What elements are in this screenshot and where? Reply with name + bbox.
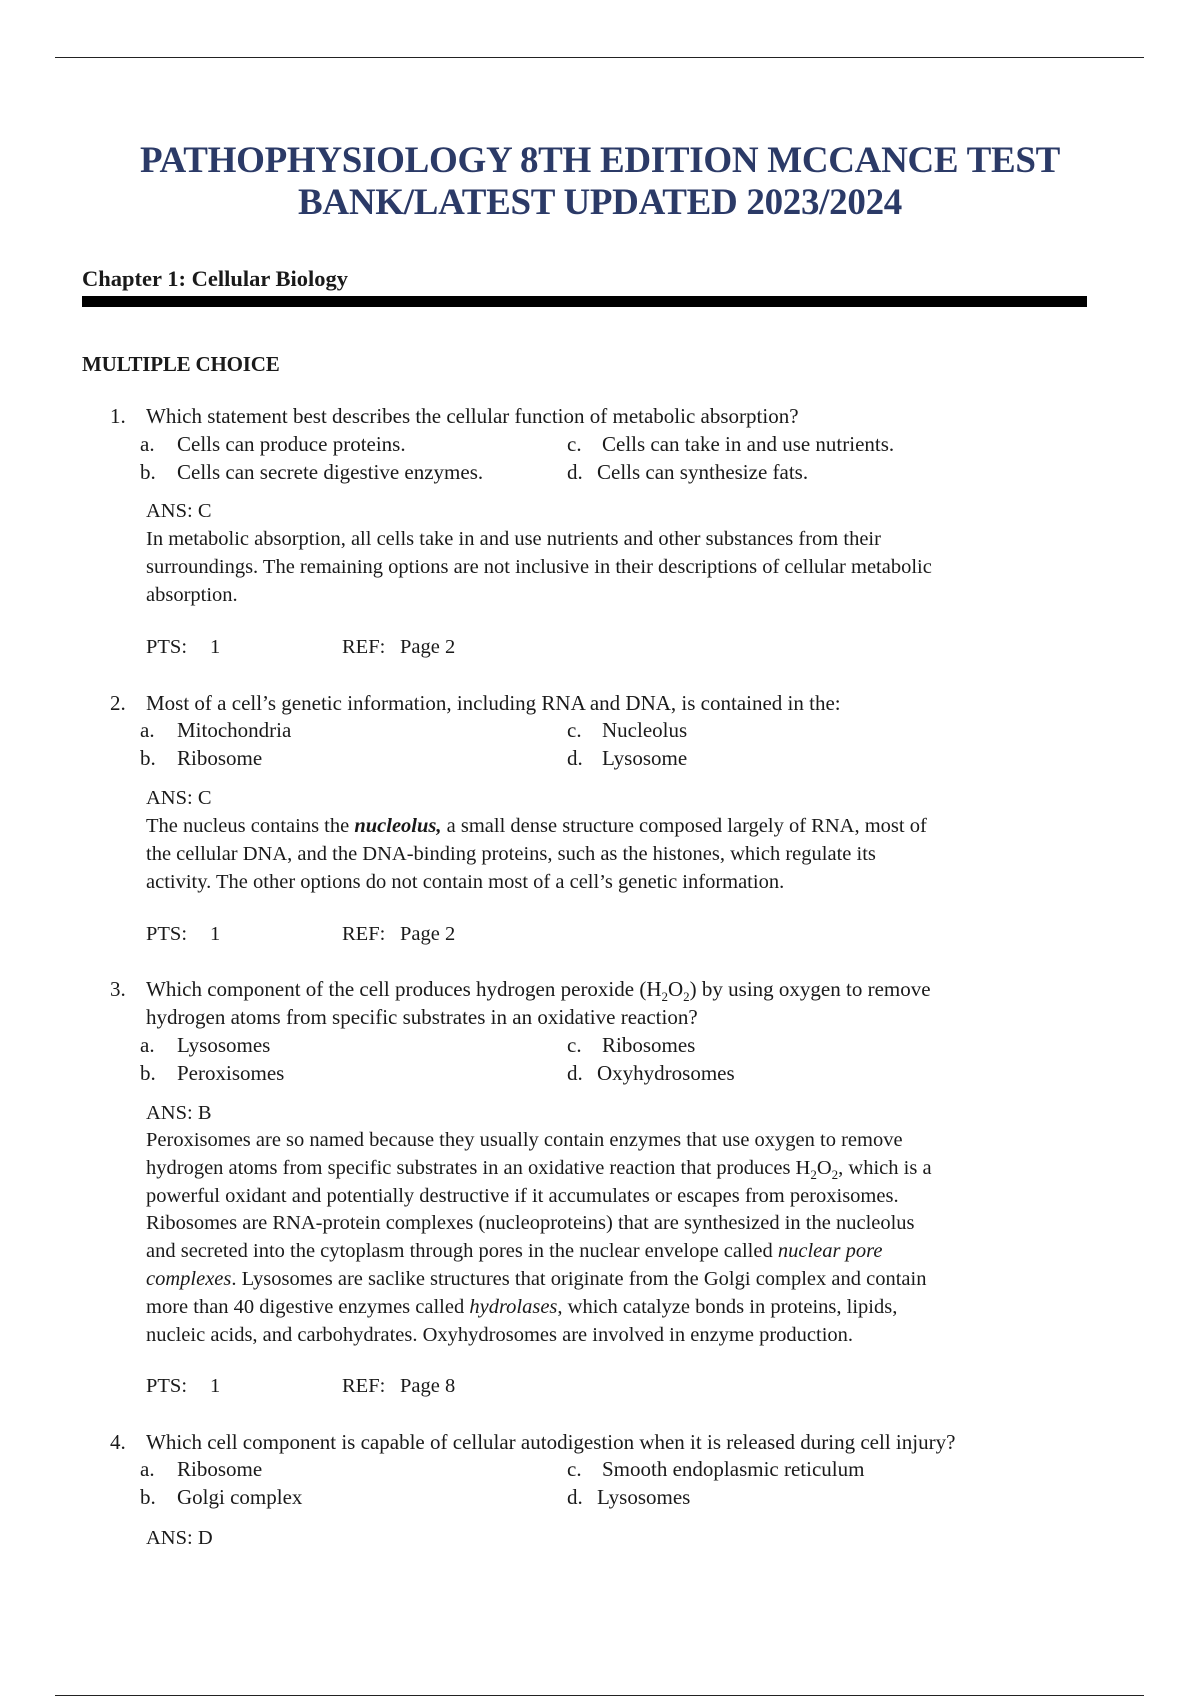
option-letter: c.: [567, 1032, 582, 1057]
answer: ANS: B: [146, 1102, 212, 1124]
chapter-divider: [82, 296, 1087, 307]
option-letter: a.: [140, 718, 155, 742]
option-text: Lysosomes: [597, 1485, 691, 1509]
answer: ANS: D: [146, 1527, 213, 1549]
explanation-line: the cellular DNA, and the DNA-binding proteins, such as the histones, which regulate its: [146, 842, 876, 865]
option-letter: c.: [567, 431, 582, 456]
question-stem: Which component of the cell produces hydrogen peroxide $(H_2O_2)$ by using oxygen to remove: [146, 977, 931, 1005]
explanation: [146, 813, 1086, 896]
explanation: [146, 526, 1086, 609]
explanation-line: activity. The other options do not contain most of a cell’s genetic information.: [146, 870, 785, 893]
explanation-line: powerful oxidant and potentially destructive if it accumulates or escapes from peroxisomes.: [146, 1184, 899, 1207]
explanation-line: surroundings. The remaining options are not inclusive in their descriptions of cellular metabolic: [146, 555, 932, 578]
points-label: PTS:: [146, 923, 188, 945]
option-letter: a.: [140, 1032, 155, 1057]
explanation-line: hydrogen atoms from specific substrates in an oxidative reaction that produces $H_2O_2$, which is a: [146, 1156, 932, 1182]
question-stem: Most of a cell’s genetic information, including RNA and DNA, is contained in the:: [146, 691, 841, 715]
explanation-line: and secreted into the cytoplasm through pores in the nuclear envelope called nuclear pore: [146, 1240, 883, 1263]
explanation-line: nucleic acids, and carbohydrates. Oxyhydrosomes are involved in enzyme production.: [146, 1323, 854, 1346]
option-letter: a.: [140, 1457, 155, 1481]
document-title: [80, 140, 1120, 224]
option-text: Oxyhydrosomes: [597, 1060, 735, 1085]
ref-value: Page 8: [400, 1375, 456, 1397]
option-letter: b.: [140, 1060, 156, 1085]
explanation-line: In metabolic absorption, all cells take in and use nutrients and other substances from their: [146, 528, 881, 550]
option-letter: b.: [140, 746, 156, 770]
answer: ANS: C: [146, 500, 212, 522]
option-text: Cells can secrete digestive enzymes.: [177, 459, 484, 484]
chapter-heading: Chapter 1: Cellular Biology: [82, 266, 349, 291]
option-letter: c.: [567, 1457, 582, 1481]
option-letter: b.: [140, 459, 156, 484]
ref-label: REF:: [342, 1375, 386, 1397]
points-value: 1: [210, 636, 221, 658]
explanation-line: absorption.: [146, 583, 238, 606]
option-text: Nucleolus: [602, 718, 688, 742]
explanation-line: Peroxisomes are so named because they usually contain enzymes that use oxygen to remove: [146, 1129, 903, 1151]
question-number: 1.: [110, 404, 126, 428]
points-value: 1: [210, 923, 221, 945]
top-rule: [55, 57, 1144, 58]
option-text: Cells can synthesize fats.: [597, 459, 809, 484]
question-number: 4.: [110, 1430, 126, 1454]
key-term: complexes: [146, 1267, 232, 1290]
answer: ANS: C: [146, 787, 212, 809]
explanation-line: The nucleus contains the nucleolus, a small dense structure composed largely of RNA, most of: [146, 815, 927, 837]
option-text: Lysosome: [602, 746, 688, 770]
option-letter: b.: [140, 1485, 156, 1509]
question-stem-line-2: hydrogen atoms from specific substrates in an oxidative reaction?: [146, 1005, 698, 1029]
option-text: Ribosome: [177, 746, 263, 770]
key-term: hydrolases: [469, 1295, 558, 1318]
question-4: [0, 1428, 1200, 1549]
title-line-2: BANK/LATEST UPDATED 2023/2024: [298, 182, 902, 223]
question-1: [0, 402, 1200, 658]
option-letter: d.: [567, 459, 583, 484]
option-text: Cells can produce proteins.: [177, 431, 406, 456]
title-line-1: PATHOPHYSIOLOGY 8TH EDITION MCCANCE TEST: [140, 140, 1060, 181]
question-number: 3.: [110, 977, 126, 1001]
question-3: [0, 975, 1200, 1397]
explanation-line: more than 40 digestive enzymes called hydrolases, which catalyze bonds in proteins, lipids,: [146, 1295, 898, 1318]
question-stem: Which cell component is capable of cellular autodigestion when it is released during cell injury?: [146, 1430, 956, 1454]
points-label: PTS:: [146, 1375, 188, 1397]
option-text: Golgi complex: [177, 1485, 303, 1509]
bottom-rule: [55, 1695, 1144, 1696]
question-stem: Which statement best describes the cellular function of metabolic absorption?: [146, 404, 799, 428]
question-2: [0, 689, 1200, 945]
option-text: Smooth endoplasmic reticulum: [602, 1457, 865, 1481]
ref-value: Page 2: [400, 636, 456, 658]
option-letter: d.: [567, 746, 583, 770]
key-term: nuclear pore: [777, 1240, 883, 1263]
section-heading: MULTIPLE CHOICE: [82, 352, 280, 376]
option-letter: d.: [567, 1485, 583, 1509]
option-text: Peroxisomes: [177, 1060, 285, 1085]
option-letter: a.: [140, 431, 155, 456]
option-text: Cells can take in and use nutrients.: [602, 431, 895, 456]
ref-label: REF:: [342, 636, 386, 658]
option-letter: c.: [567, 718, 582, 742]
option-letter: d.: [567, 1060, 583, 1085]
explanation-line: complexes. Lysosomes are saclike structures that originate from the Golgi complex and contain: [146, 1267, 927, 1290]
ref-value: Page 2: [400, 923, 456, 945]
explanation: [146, 1127, 1086, 1349]
option-text: Ribosomes: [602, 1032, 696, 1057]
option-text: Lysosomes: [177, 1032, 271, 1057]
option-text: Mitochondria: [177, 718, 292, 742]
option-text: Ribosome: [177, 1457, 263, 1481]
points-value: 1: [210, 1375, 221, 1397]
points-label: PTS:: [146, 636, 188, 658]
explanation-line: Ribosomes are RNA-protein complexes (nucleoproteins) that are synthesized in the nucleolus: [146, 1212, 915, 1235]
question-number: 2.: [110, 691, 126, 715]
ref-label: REF:: [342, 923, 386, 945]
key-term: nucleolus,: [354, 815, 442, 837]
